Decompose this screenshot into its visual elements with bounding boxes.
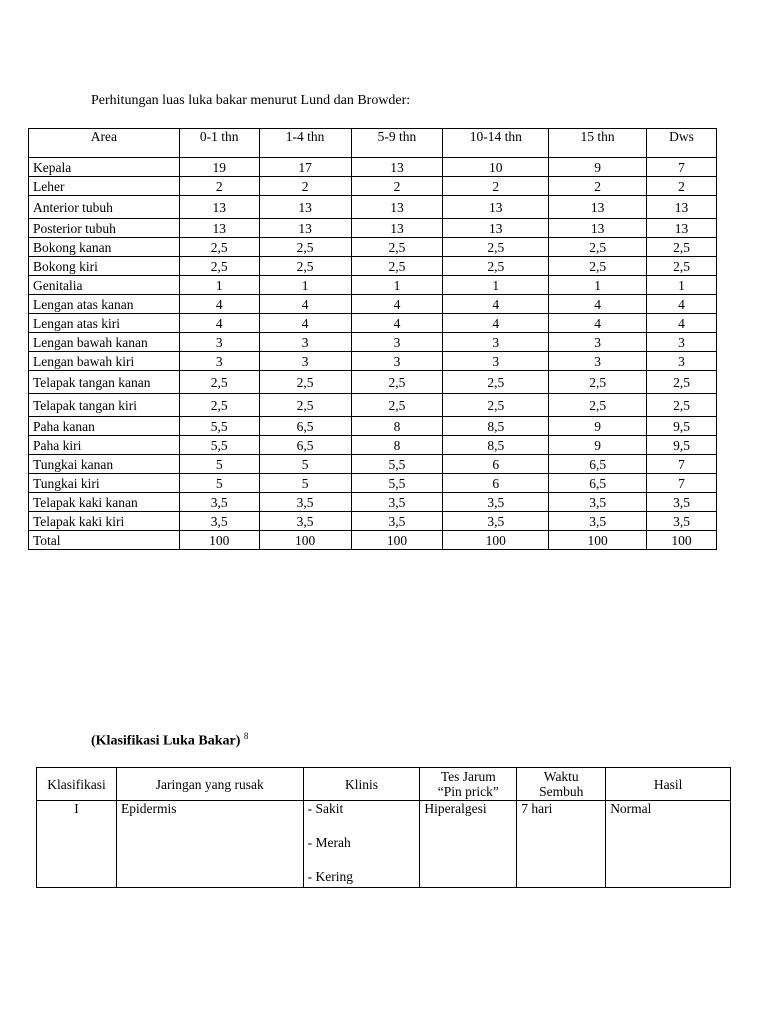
area-cell: Telapak kaki kanan — [29, 493, 180, 512]
percent-cell: 7 — [647, 474, 717, 493]
cell-hasil: Normal — [606, 801, 731, 888]
percent-cell: 2,5 — [179, 394, 259, 417]
percent-cell: 4 — [259, 295, 351, 314]
percent-cell: 2,5 — [549, 238, 647, 257]
percent-cell: 13 — [259, 196, 351, 219]
percent-cell: 17 — [259, 158, 351, 177]
cell-jaringan: Epidermis — [116, 801, 303, 888]
percent-cell: 4 — [443, 314, 549, 333]
percent-cell: 1 — [443, 276, 549, 295]
table1-row — [29, 177, 717, 196]
header-area: Area — [29, 129, 180, 158]
percent-cell: 100 — [259, 531, 351, 550]
area-cell: Paha kanan — [29, 417, 180, 436]
percent-cell: 13 — [549, 219, 647, 238]
percent-cell: 2,5 — [351, 238, 443, 257]
percent-cell: 100 — [549, 531, 647, 550]
area-cell: Tungkai kiri — [29, 474, 180, 493]
area-cell: Lengan atas kiri — [29, 314, 180, 333]
percent-cell: 1 — [179, 276, 259, 295]
percent-cell: 3 — [259, 352, 351, 371]
table1-row — [29, 276, 717, 295]
percent-cell: 3 — [351, 333, 443, 352]
table1-row — [29, 371, 717, 394]
percent-cell: 3 — [351, 352, 443, 371]
percent-cell: 2,5 — [647, 257, 717, 276]
percent-cell: 2,5 — [443, 371, 549, 394]
table1-row — [29, 219, 717, 238]
table1-row — [29, 352, 717, 371]
percent-cell: 2,5 — [443, 394, 549, 417]
percent-cell: 13 — [351, 219, 443, 238]
percent-cell: 9 — [549, 436, 647, 455]
area-cell: Genitalia — [29, 276, 180, 295]
table1-row — [29, 474, 717, 493]
percent-cell: 2 — [351, 177, 443, 196]
lund-browder-table — [28, 128, 717, 550]
area-cell: Anterior tubuh — [29, 196, 180, 219]
percent-cell: 2,5 — [647, 371, 717, 394]
table1-row — [29, 257, 717, 276]
percent-cell: 13 — [351, 158, 443, 177]
percent-cell: 3,5 — [549, 512, 647, 531]
percent-cell: 6,5 — [259, 417, 351, 436]
percent-cell: 8,5 — [443, 417, 549, 436]
percent-cell: 6 — [443, 474, 549, 493]
area-cell: Tungkai kanan — [29, 455, 180, 474]
percent-cell: 4 — [549, 295, 647, 314]
percent-cell: 2 — [549, 177, 647, 196]
percent-cell: 13 — [179, 196, 259, 219]
cell-klasifikasi: I — [37, 801, 117, 888]
percent-cell: 5 — [179, 455, 259, 474]
table2-caption-reference: 8 — [243, 731, 249, 741]
percent-cell: 5,5 — [179, 436, 259, 455]
percent-cell: 8 — [351, 436, 443, 455]
percent-cell: 4 — [351, 295, 443, 314]
percent-cell: 3 — [443, 352, 549, 371]
percent-cell: 2,5 — [259, 257, 351, 276]
percent-cell: 8,5 — [443, 436, 549, 455]
percent-cell: 5 — [259, 474, 351, 493]
cell-waktu-sembuh: 7 hari — [517, 801, 606, 888]
area-cell: Telapak tangan kanan — [29, 371, 180, 394]
percent-cell: 13 — [647, 196, 717, 219]
table1-row — [29, 493, 717, 512]
percent-cell: 3 — [179, 333, 259, 352]
percent-cell: 13 — [259, 219, 351, 238]
percent-cell: 3,5 — [549, 493, 647, 512]
percent-cell: 3,5 — [259, 512, 351, 531]
percent-cell: 4 — [179, 314, 259, 333]
percent-cell: 10 — [443, 158, 549, 177]
percent-cell: 5,5 — [351, 474, 443, 493]
table1-row — [29, 531, 717, 550]
percent-cell: 9,5 — [647, 436, 717, 455]
area-cell: Posterior tubuh — [29, 219, 180, 238]
percent-cell: 1 — [351, 276, 443, 295]
percent-cell: 5,5 — [351, 455, 443, 474]
percent-cell: 6,5 — [549, 474, 647, 493]
table1-row — [29, 238, 717, 257]
header-waktu-line1: Waktu — [543, 769, 579, 784]
klinis-list — [308, 801, 416, 887]
percent-cell: 2,5 — [647, 394, 717, 417]
table1-row — [29, 314, 717, 333]
percent-cell: 6,5 — [549, 455, 647, 474]
table1-header-row — [29, 129, 717, 158]
header-klinis: Klinis — [303, 768, 420, 801]
percent-cell: 3 — [259, 333, 351, 352]
percent-cell: 2,5 — [179, 257, 259, 276]
header-hasil: Hasil — [606, 768, 731, 801]
table1-body — [29, 158, 717, 550]
percent-cell: 3,5 — [259, 493, 351, 512]
percent-cell: 3 — [549, 333, 647, 352]
percent-cell: 5 — [259, 455, 351, 474]
percent-cell: 9,5 — [647, 417, 717, 436]
table1-row — [29, 295, 717, 314]
percent-cell: 2 — [259, 177, 351, 196]
percent-cell: 1 — [259, 276, 351, 295]
table2-row-degree-1 — [37, 801, 731, 888]
area-cell: Lengan bawah kiri — [29, 352, 180, 371]
percent-cell: 6,5 — [259, 436, 351, 455]
percent-cell: 3,5 — [443, 493, 549, 512]
burn-classification-table — [36, 767, 731, 888]
percent-cell: 2 — [179, 177, 259, 196]
table1-row — [29, 436, 717, 455]
percent-cell: 2,5 — [259, 371, 351, 394]
table1-row — [29, 394, 717, 417]
header-age-10-14: 10-14 thn — [443, 129, 549, 158]
area-cell: Telapak kaki kiri — [29, 512, 180, 531]
percent-cell: 2,5 — [259, 238, 351, 257]
percent-cell: 13 — [647, 219, 717, 238]
percent-cell: 19 — [179, 158, 259, 177]
klinis-item: - Sakit — [307, 801, 344, 816]
cell-tes-jarum: Hiperalgesi — [420, 801, 517, 888]
percent-cell: 100 — [647, 531, 717, 550]
percent-cell: 2,5 — [647, 238, 717, 257]
percent-cell: 13 — [443, 219, 549, 238]
klinis-item: - Merah — [307, 835, 351, 850]
area-cell: Lengan bawah kanan — [29, 333, 180, 352]
header-waktu-line2: Sembuh — [539, 784, 584, 799]
table1-caption: Perhitungan luas luka bakar menurut Lund dan Browder: — [91, 93, 411, 108]
percent-cell: 2 — [443, 177, 549, 196]
table1-row — [29, 512, 717, 531]
percent-cell: 13 — [549, 196, 647, 219]
area-cell: Lengan atas kanan — [29, 295, 180, 314]
percent-cell: 3,5 — [647, 512, 717, 531]
percent-cell: 7 — [647, 455, 717, 474]
percent-cell: 4 — [443, 295, 549, 314]
area-cell: Kepala — [29, 158, 180, 177]
header-age-1-4: 1-4 thn — [259, 129, 351, 158]
header-age-15: 15 thn — [549, 129, 647, 158]
percent-cell: 9 — [549, 417, 647, 436]
area-cell: Leher — [29, 177, 180, 196]
klinis-item: - Kering — [307, 869, 353, 884]
percent-cell: 2,5 — [443, 238, 549, 257]
header-jaringan: Jaringan yang rusak — [116, 768, 303, 801]
percent-cell: 3,5 — [351, 493, 443, 512]
percent-cell: 4 — [179, 295, 259, 314]
header-waktu-sembuh — [517, 768, 606, 801]
percent-cell: 2,5 — [351, 257, 443, 276]
percent-cell: 2,5 — [549, 371, 647, 394]
percent-cell: 2,5 — [351, 371, 443, 394]
header-age-0-1: 0-1 thn — [179, 129, 259, 158]
table2-caption — [91, 731, 248, 750]
percent-cell: 4 — [351, 314, 443, 333]
header-tes-jarum-line1: Tes Jarum — [440, 769, 496, 784]
area-cell: Bokong kiri — [29, 257, 180, 276]
percent-cell: 2,5 — [443, 257, 549, 276]
area-cell: Telapak tangan kiri — [29, 394, 180, 417]
percent-cell: 1 — [549, 276, 647, 295]
percent-cell: 4 — [647, 314, 717, 333]
percent-cell: 3,5 — [647, 493, 717, 512]
percent-cell: 100 — [179, 531, 259, 550]
header-age-5-9: 5-9 thn — [351, 129, 443, 158]
percent-cell: 13 — [179, 219, 259, 238]
percent-cell: 3 — [647, 333, 717, 352]
table2-header-row — [37, 768, 731, 801]
percent-cell: 2,5 — [549, 394, 647, 417]
percent-cell: 3,5 — [179, 512, 259, 531]
percent-cell: 9 — [549, 158, 647, 177]
percent-cell: 3 — [549, 352, 647, 371]
percent-cell: 3 — [443, 333, 549, 352]
percent-cell: 3 — [179, 352, 259, 371]
table1-row — [29, 158, 717, 177]
percent-cell: 5,5 — [179, 417, 259, 436]
percent-cell: 3,5 — [443, 512, 549, 531]
table1-row — [29, 196, 717, 219]
percent-cell: 3,5 — [179, 493, 259, 512]
percent-cell: 6 — [443, 455, 549, 474]
percent-cell: 2,5 — [259, 394, 351, 417]
percent-cell: 100 — [351, 531, 443, 550]
percent-cell: 100 — [443, 531, 549, 550]
percent-cell: 4 — [259, 314, 351, 333]
percent-cell: 3 — [647, 352, 717, 371]
percent-cell: 13 — [443, 196, 549, 219]
area-cell: Total — [29, 531, 180, 550]
percent-cell: 2,5 — [179, 238, 259, 257]
table2-caption-title: (Klasifikasi Luka Bakar) — [91, 733, 241, 749]
table1-row — [29, 333, 717, 352]
percent-cell: 2,5 — [351, 394, 443, 417]
percent-cell: 4 — [549, 314, 647, 333]
table1-row — [29, 417, 717, 436]
percent-cell: 2 — [647, 177, 717, 196]
percent-cell: 1 — [647, 276, 717, 295]
header-tes-jarum — [420, 768, 517, 801]
percent-cell: 7 — [647, 158, 717, 177]
percent-cell: 2,5 — [549, 257, 647, 276]
percent-cell: 3,5 — [351, 512, 443, 531]
area-cell: Paha kiri — [29, 436, 180, 455]
cell-klinis — [303, 801, 420, 888]
percent-cell: 2,5 — [179, 371, 259, 394]
percent-cell: 8 — [351, 417, 443, 436]
percent-cell: 13 — [351, 196, 443, 219]
percent-cell: 5 — [179, 474, 259, 493]
header-adult: Dws — [647, 129, 717, 158]
area-cell: Bokong kanan — [29, 238, 180, 257]
percent-cell: 4 — [647, 295, 717, 314]
table1-row — [29, 455, 717, 474]
header-tes-jarum-line2: “Pin prick” — [437, 784, 499, 799]
header-klasifikasi: Klasifikasi — [37, 768, 117, 801]
